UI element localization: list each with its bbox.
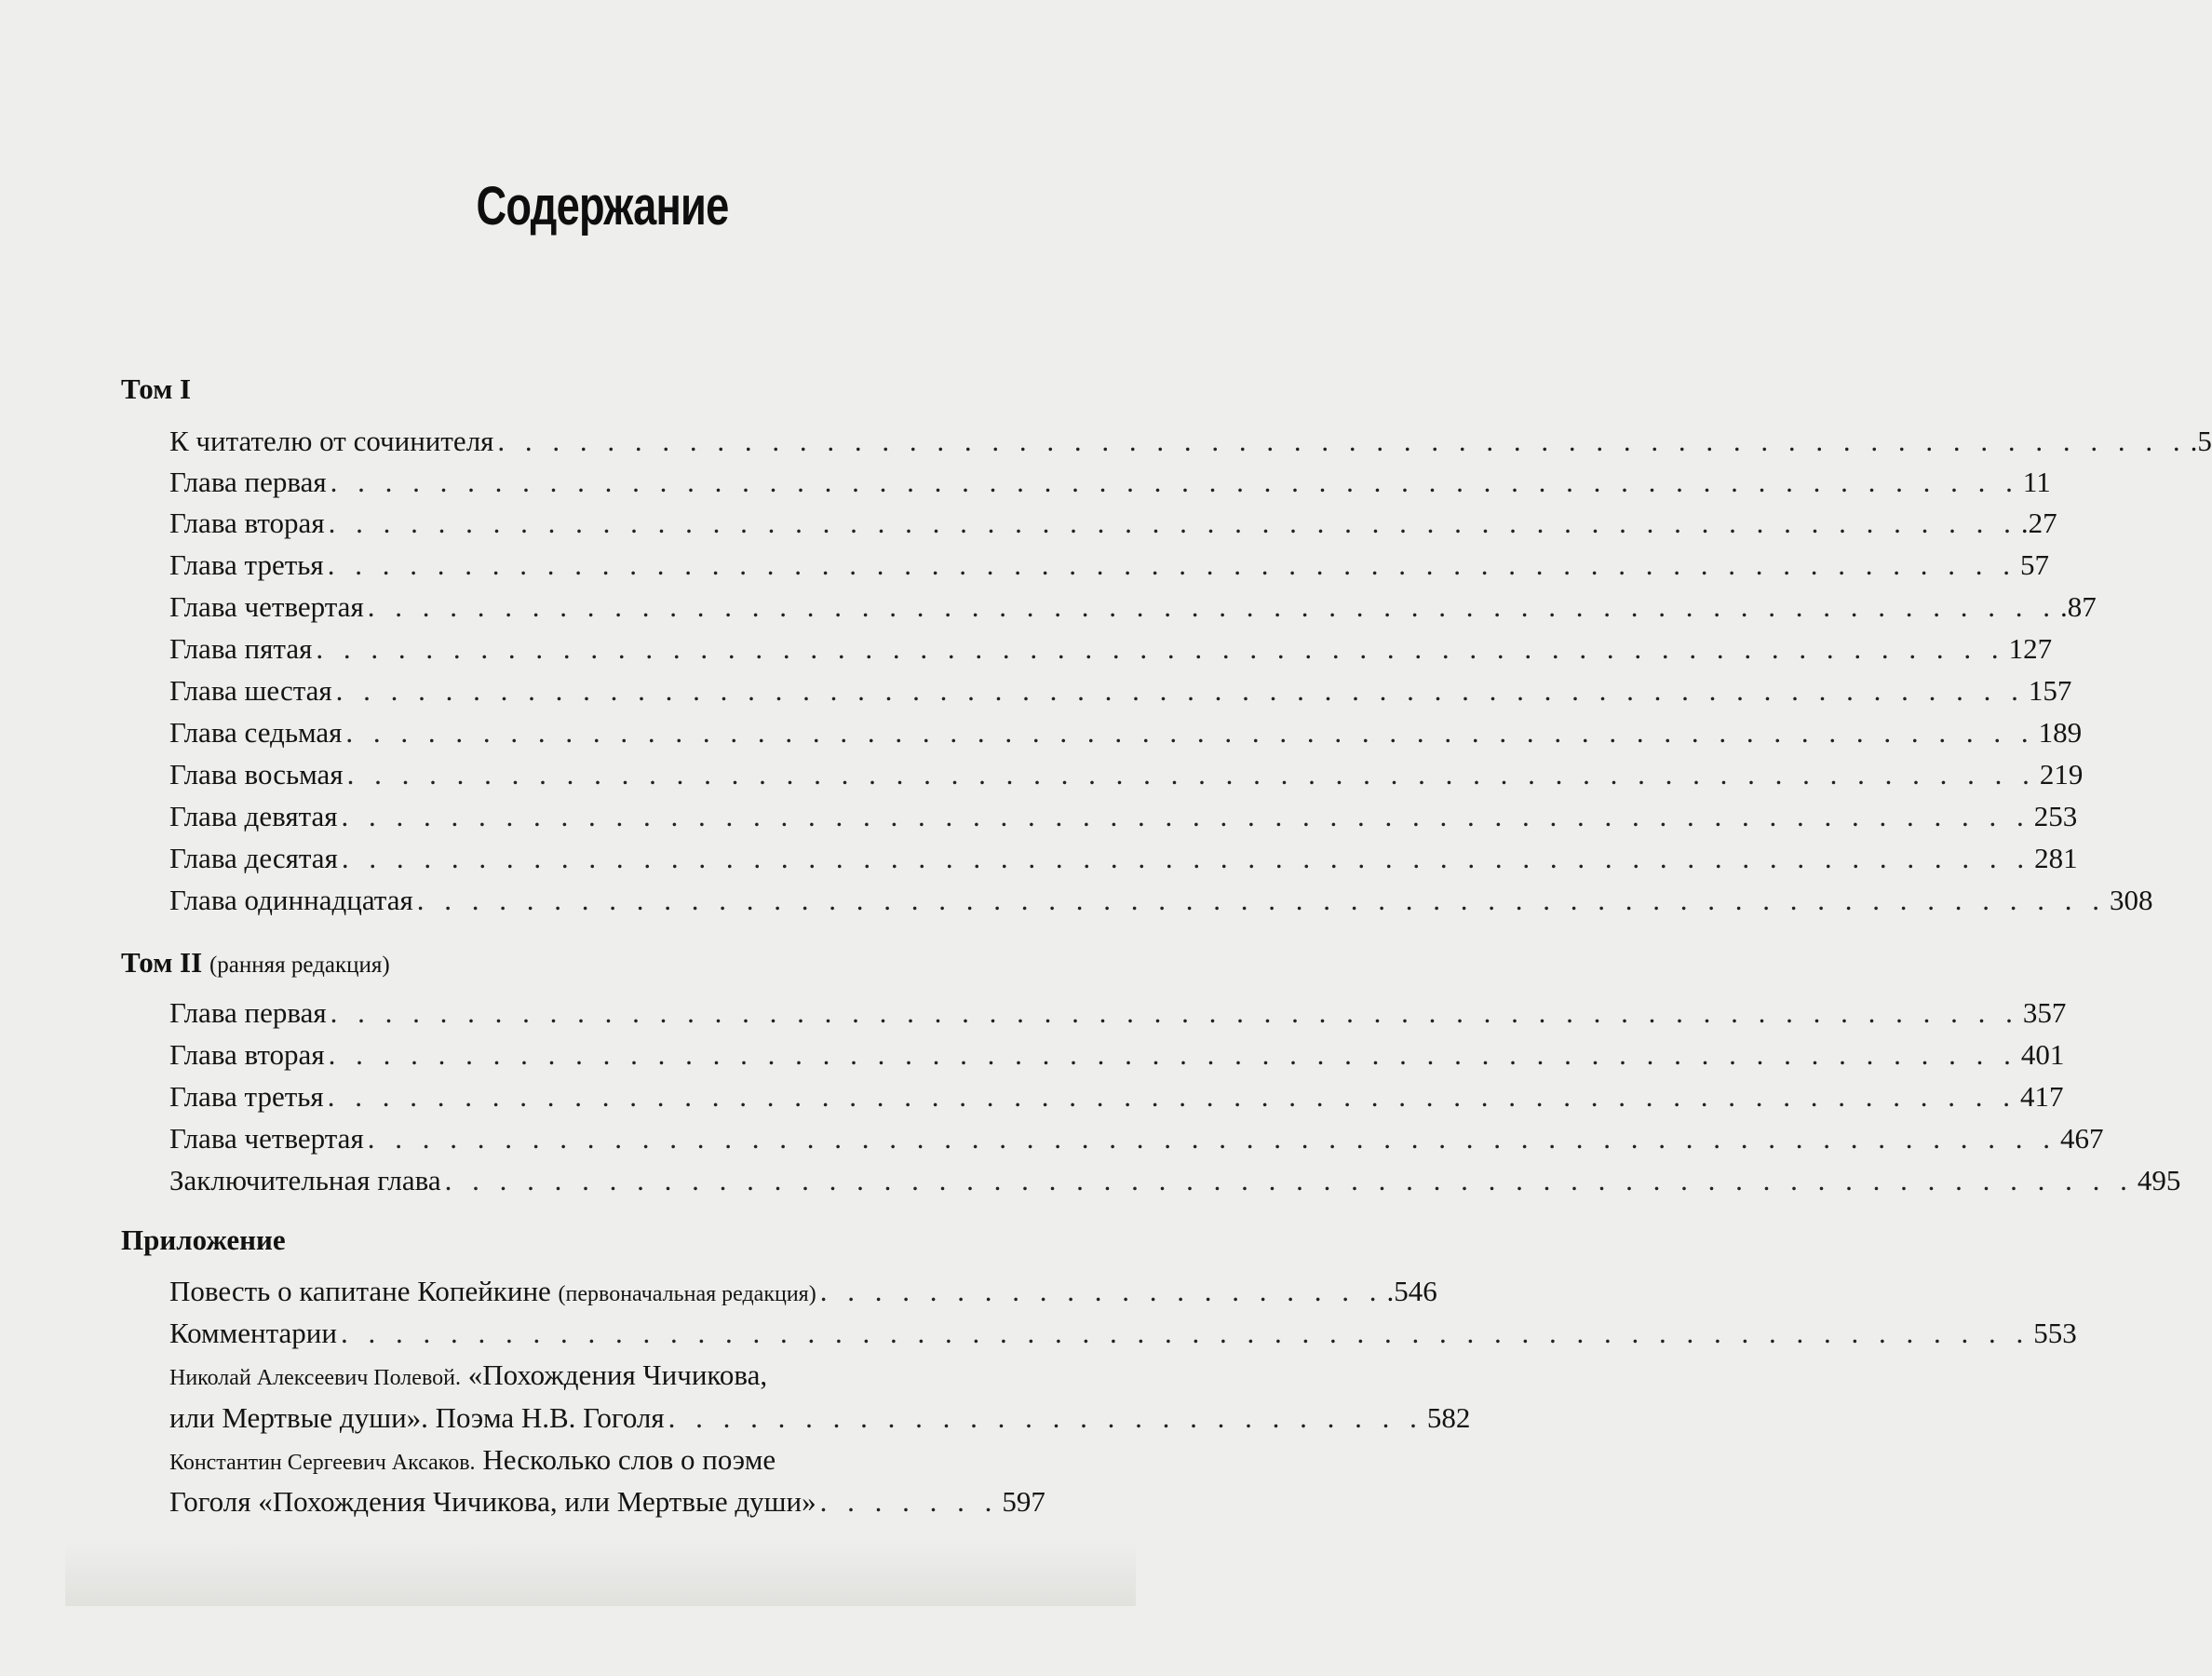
leader-dots: . . . . . . . . . . . . . . . . . . . . . . . . . . . . . . . . . . . . . . . . . . . . . . . . . . . . . . . . . . . . . . (330, 466, 2019, 498)
entry-title: Повесть о капитане Копейкине (169, 1275, 551, 1307)
leader-dots: . . . . . . . . . . . . . . . . . . . . . . . . . . . . . . . . . . . . . . . . . . . . . . . . . . . . . . . . . . . . . . (330, 996, 2019, 1029)
entry-page: 467 (2059, 1122, 2104, 1155)
entry-page: 597 (1002, 1485, 1045, 1518)
toc-entry (169, 1076, 2064, 1117)
section-heading-label: Приложение (121, 1223, 286, 1256)
entry-page: .5 (2190, 425, 2212, 457)
leader-dots: . . . . . . . . . . . . . . . . . . . . . . . . . . . . . . . . . . . . . . . . . . . . . . . . . . . . . . . . . . . . . . (341, 1317, 2030, 1349)
leader-dots: . . . . . . . . . . . . . . . . . . . . . . . . . . . . . . . . . . . . . . . . . . . . . . . . . . . . . . . . . . . . . . (367, 590, 2057, 623)
toc-entry (169, 503, 2057, 544)
entry-page: 553 (2033, 1317, 2077, 1349)
entry-page: .546 (1386, 1275, 1437, 1307)
entry-page: 157 (2028, 674, 2072, 707)
entry-page: 11 (2022, 466, 2051, 498)
entry-page: 495 (2137, 1164, 2181, 1196)
entry-note: (первоначальная редакция) (558, 1282, 816, 1306)
toc-entry (169, 993, 2067, 1034)
entry-title: «Похождения Чичикова, (467, 1358, 768, 1391)
entry-label: Глава третья (169, 1080, 324, 1113)
leader-dots: . . . . . . . . . . . . . . . . . . . . . . . . . . . . . . . . . . . . . . . . . . . . . . . . . . . . . . . . . . . . . . (328, 507, 2017, 539)
toc-entry (169, 628, 2053, 669)
toc-entry (169, 1313, 2077, 1354)
entry-page: 582 (1426, 1401, 1471, 1434)
entry-label: Глава восьмая (169, 758, 344, 791)
entry-page: 417 (2019, 1080, 2064, 1113)
section-heading-vol1 (121, 372, 191, 406)
entry-page: 357 (2022, 996, 2067, 1029)
entry-label: Глава первая (169, 996, 327, 1029)
entry-page: 281 (2034, 842, 2078, 874)
entry-label: Глава шестая (169, 674, 332, 707)
toc-entry (169, 712, 2083, 753)
leader-dots: . . . . . . . . . . . . . . . . . . . . . . . . . . . . . . . . . . . . . . . . . . . . . . . . . . . . . . . . . . . . . . (316, 632, 2005, 665)
toc-entry-first-line (169, 1439, 1041, 1483)
toc-entry (169, 545, 2049, 586)
toc-entry (169, 1481, 1045, 1522)
entry-label: К читателю от сочинителя (169, 425, 494, 457)
entry-label: Глава одиннадцатая (169, 884, 413, 916)
toc-entry (169, 670, 2072, 711)
leader-dots: . . . . . . . . . . . . . . . . . . . . . . . . . . . . . . . . . . . . . . . . . . . . . . . . . . . . . . . . . . . . . . (341, 800, 2030, 832)
leader-dots: . . . . . . . . . . . . . . . . . . . . . . . . . . . . . . . . . . . . . . . . . . . . . . . . . . . . . . . . . . . . . . (497, 425, 2187, 457)
entry-label: или Мертвые души». Поэма Н.В. Гоголя (169, 1401, 665, 1434)
toc-entry (169, 754, 2084, 795)
entry-author: Константин Сергеевич Аксаков. (169, 1451, 476, 1475)
leader-dots: . . . . . . . . . . . . . . . . . . . . . . . . . . . . . . . . . . . . . . . . . . . . . . . . . . . . . . . . . . . . . . (335, 674, 2025, 707)
entry-label: Глава третья (169, 548, 324, 581)
entry-label: Глава девятая (169, 800, 338, 832)
toc-entry (169, 1118, 2104, 1159)
leader-dots: . . . . . . . . . . . . . . . . . . . . . . . . . . . . . . . . . . . . . . . . . . . . . . . . . . . . . . . . . . . . . . (341, 842, 2031, 874)
toc-entry (169, 796, 2078, 837)
entry-page: .27 (2020, 507, 2057, 539)
entry-title: Несколько слов о поэме (482, 1443, 776, 1476)
entry-page: 127 (2008, 632, 2053, 665)
entry-label: Глава десятая (169, 842, 338, 874)
entry-label: Глава четвертая (169, 590, 364, 623)
section-heading-vol2 (121, 946, 390, 980)
entry-page: .87 (2059, 590, 2097, 623)
entry-page: 401 (2020, 1038, 2065, 1071)
leader-dots: . . . . . . . . . . . . . . . . . . . . . . . . . . . . . . . . . . . . . . . . . . . . . . . . . . . . . . . . . . . . . . (327, 548, 2016, 581)
toc-entry (169, 1271, 1437, 1312)
entry-author: Николай Алексеевич Полевой. (169, 1366, 461, 1390)
page-title: Содержание (476, 176, 729, 237)
toc-entry-first-line (169, 1355, 1041, 1399)
leader-dots: . . . . . . . . . . . . . . . . . . . . . . . . . . . . (668, 1401, 1423, 1434)
entry-page: 308 (2109, 884, 2153, 916)
paper-shadow (65, 1541, 1136, 1606)
entry-page: 253 (2033, 800, 2078, 832)
leader-dots: . . . . . . . . . . . . . . . . . . . . . . . . . . . . . . . . . . . . . . . . . . . . . . . . . . . . . . . . . . . . . . (444, 1164, 2134, 1196)
section-heading-label: Том II (121, 946, 203, 979)
entry-label: Гоголя «Похождения Чичикова, или Мертвые души» (169, 1485, 816, 1518)
section-heading-appendix (121, 1223, 286, 1257)
bleed-through-text (74, 102, 1136, 149)
entry-page: 57 (2019, 548, 2049, 581)
entry-label: Глава первая (169, 466, 327, 498)
leader-dots: . . . . . . . . . . . . . . . . . . . . . (819, 1275, 1383, 1307)
entry-label: Глава вторая (169, 507, 325, 539)
entry-label: Глава четвертая (169, 1122, 364, 1155)
leader-dots: . . . . . . . . . . . . . . . . . . . . . . . . . . . . . . . . . . . . . . . . . . . . . . . . . . . . . . . . . . . . . . (416, 884, 2106, 916)
entry-label: Комментарии (169, 1317, 337, 1349)
leader-dots: . . . . . . . . . . . . . . . . . . . . . . . . . . . . . . . . . . . . . . . . . . . . . . . . . . . . . . . . . . . . . . (367, 1122, 2057, 1155)
leader-dots: . . . . . . . . . . . . . . . . . . . . . . . . . . . . . . . . . . . . . . . . . . . . . . . . . . . . . . . . . . . . . . (346, 758, 2036, 791)
leader-dots: . . . . . . . (819, 1485, 999, 1518)
entry-label: Глава седьмая (169, 716, 343, 749)
toc-entry (169, 1398, 1471, 1439)
toc-entry (169, 880, 2153, 921)
entry-label: Глава вторая (169, 1038, 325, 1071)
leader-dots: . . . . . . . . . . . . . . . . . . . . . . . . . . . . . . . . . . . . . . . . . . . . . . . . . . . . . . . . . . . . . . (345, 716, 2035, 749)
section-heading-note: (ранняя редакция) (209, 953, 390, 978)
toc-entry (169, 587, 2097, 628)
entry-label: Глава пятая (169, 632, 313, 665)
toc-entry (169, 1160, 2181, 1201)
toc-entry (169, 838, 2078, 879)
leader-dots: . . . . . . . . . . . . . . . . . . . . . . . . . . . . . . . . . . . . . . . . . . . . . . . . . . . . . . . . . . . . . . (327, 1080, 2016, 1113)
section-heading-label: Том I (121, 372, 192, 405)
leader-dots: . . . . . . . . . . . . . . . . . . . . . . . . . . . . . . . . . . . . . . . . . . . . . . . . . . . . . . . . . . . . . . (328, 1038, 2017, 1071)
toc-entry (169, 1034, 2065, 1075)
entry-page: 219 (2039, 758, 2084, 791)
entry-page: 189 (2038, 716, 2083, 749)
toc-entry (169, 462, 2051, 503)
toc-entry (169, 421, 2212, 462)
entry-label (169, 1271, 816, 1315)
entry-label: Заключительная глава (169, 1164, 441, 1196)
